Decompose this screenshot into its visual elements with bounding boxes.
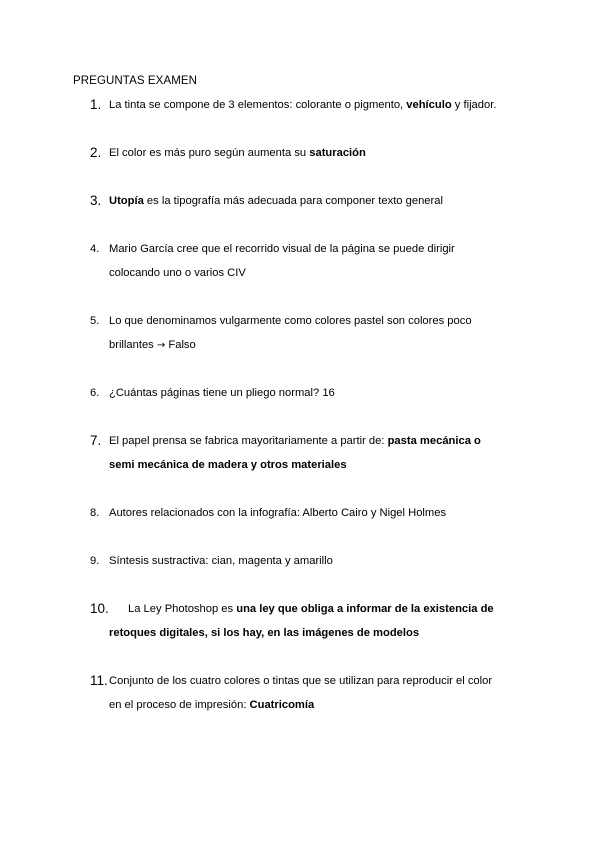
question-text: La Ley Photoshop es: [128, 603, 237, 615]
question-number: 4.: [90, 243, 100, 255]
question-7: [90, 429, 520, 477]
question-11: [90, 669, 520, 717]
question-number: 6.: [90, 387, 100, 399]
question-5: [90, 309, 520, 358]
question-text: La tinta se compone de 3 elementos: colorante o pigmento,: [109, 99, 407, 111]
question-bold-text: una ley que obliga a informar de la existencia de: [236, 603, 494, 615]
question-10: [90, 597, 520, 645]
page-title: PREGUNTAS EXAMEN: [73, 75, 198, 87]
question-number: 2.: [90, 145, 102, 160]
question-bold-text: Cuatricomía: [249, 699, 315, 711]
question-text: es la tipografía más adecuada para componer texto general: [143, 195, 443, 207]
question-text: El color es más puro según aumenta su: [109, 147, 310, 159]
question-bold-text: pasta mecánica o: [387, 435, 481, 447]
question-bold-text: vehículo: [406, 99, 452, 111]
question-4: [90, 237, 520, 285]
question-text: Lo que denominamos vulgarmente como colores pastel son colores poco: [109, 315, 472, 327]
question-text: Falso: [165, 339, 196, 351]
question-text: brillantes: [109, 339, 157, 351]
question-number: 5.: [90, 315, 100, 327]
question-text: Mario García cree que el recorrido visual de la página se puede dirigir: [109, 243, 455, 255]
question-text: y fijador.: [451, 99, 497, 111]
question-text: en el proceso de impresión:: [109, 699, 250, 711]
question-2: [90, 141, 520, 165]
arrow-right-icon: →: [156, 340, 166, 351]
question-bold-text: Utopía: [109, 195, 144, 207]
question-text: colocando uno o varios CIV: [109, 267, 246, 279]
question-number: 10.: [90, 601, 109, 616]
question-text: El papel prensa se fabrica mayoritariamente a partir de:: [109, 435, 388, 447]
question-8: [90, 501, 520, 525]
question-text: Autores relacionados con la infografía: Alberto Cairo y Nigel Holmes: [109, 507, 447, 519]
question-text: Síntesis sustractiva: cian, magenta y amarillo: [109, 555, 333, 567]
question-9: [90, 549, 520, 573]
question-number: 8.: [90, 507, 100, 519]
question-1: [90, 93, 520, 117]
question-text: Conjunto de los cuatro colores o tintas que se utilizan para reproducir el color: [109, 675, 493, 687]
question-6: [90, 381, 520, 405]
question-bold-text: saturación: [309, 147, 366, 159]
question-3: [90, 189, 520, 213]
question-number: 3.: [90, 193, 102, 208]
question-bold-text: retoques digitales, si los hay, en las imágenes de modelos: [109, 627, 420, 639]
question-number: 11.: [90, 673, 108, 688]
question-number: 7.: [90, 433, 102, 448]
question-bold-text: semi mecánica de madera y otros materiales: [109, 459, 347, 471]
question-number: 1.: [90, 97, 102, 112]
question-number: 9.: [90, 555, 100, 567]
question-text: ¿Cuántas páginas tiene un pliego normal? 16: [109, 387, 335, 399]
